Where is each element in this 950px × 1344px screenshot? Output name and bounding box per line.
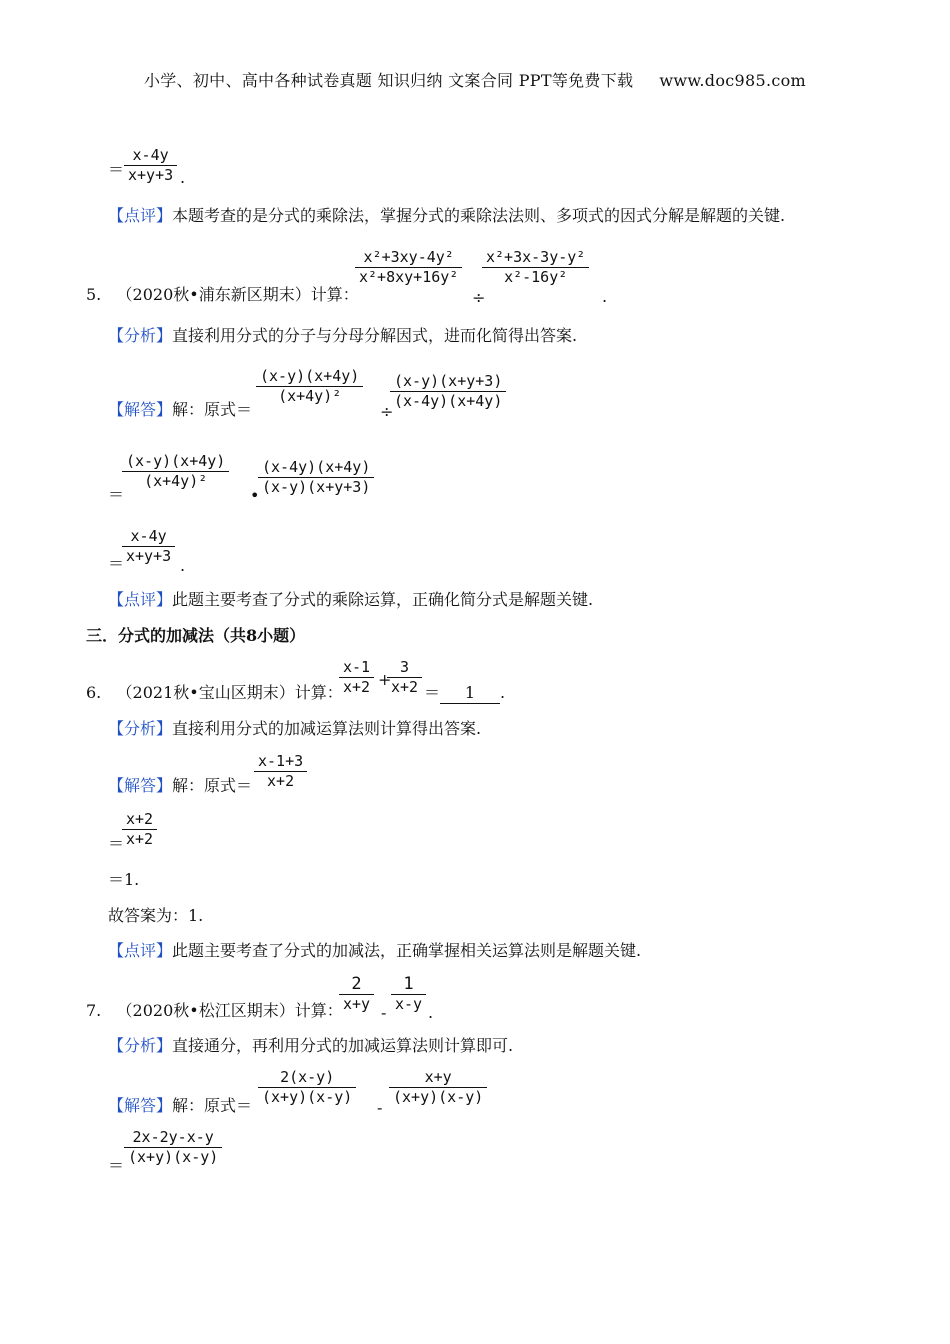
q5-fraction-1: x²+3xy-4y² x²+8xy+16y² [355, 248, 462, 287]
q7-step2-fraction: 2x-2y-x-y (x+y)(x-y) [124, 1128, 222, 1167]
header-text: 小学、初中、高中各种试卷真题 知识归纳 文案合同 PPT等免费下载 [143, 71, 634, 90]
q6-fraction-2: 3 x+2 [387, 658, 422, 697]
q5-step2-fraction-2: (x-4y)(x+4y) (x-y)(x+y+3) [258, 458, 374, 497]
q6-step3: ＝1. [108, 870, 140, 889]
q6-answer-label: 【解答】解：原式＝ [108, 776, 253, 795]
q6-stem: 6. （2021秋•宝山区期末）计算： [86, 683, 343, 702]
q6-step2-fraction: x+2 x+2 [122, 810, 157, 849]
q7-answer-label: 【解答】解：原式＝ [108, 1096, 253, 1115]
header-url[interactable]: www.doc985.com [659, 71, 807, 90]
q5-analysis: 【分析】直接利用分式的分子与分母分解因式，进而化简得出答案. [108, 326, 578, 345]
q5-step1-fraction-2: (x-y)(x+y+3) (x-4y)(x+4y) [390, 372, 506, 411]
q5-answer-label: 【解答】解：原式＝ [108, 400, 253, 419]
q6-step1-fraction: x-1+3 x+2 [254, 752, 307, 791]
q7-fraction-2: 1 x-y [391, 975, 426, 1014]
page-header [0, 68, 950, 91]
q7-stem: 7. （2020秋•松江区期末）计算： [86, 1001, 343, 1020]
q5-review: 【点评】此题主要考查了分式的乘除运算，正确化简分式是解题关键. [108, 590, 594, 609]
prev-review: 【点评】本题考查的是分式的乘除法，掌握分式的乘除法法则、多项式的因式分解是解题的关键. [108, 206, 786, 225]
q5-step2-fraction-1: (x-y)(x+4y) (x+4y)² [122, 452, 229, 491]
q6-answer: ＝ 1 . [424, 683, 506, 702]
q5-result-fraction: x-4y x+y+3 [122, 527, 175, 566]
q7-analysis: 【分析】直接通分，再利用分式的加减运算法则计算即可. [108, 1036, 514, 1055]
q7-fraction-1: 2 x+y [339, 975, 374, 1014]
q6-analysis: 【分析】直接利用分式的加减运算法则计算得出答案. [108, 719, 482, 738]
q7-step1-fraction-2: x+y (x+y)(x-y) [389, 1068, 487, 1107]
section-heading: 三．分式的加减法（共8小题） [86, 626, 306, 645]
q6-review: 【点评】此题主要考查了分式的加减法，正确掌握相关运算法则是解题关键. [108, 941, 642, 960]
prev-result-fraction: x-4y x+y+3 [124, 146, 177, 185]
q5-fraction-2: x²+3x-3y-y² x²-16y² [482, 248, 589, 287]
prev-step-eq: ＝ [108, 160, 125, 179]
q7-step1-fraction-1: 2(x-y) (x+y)(x-y) [258, 1068, 356, 1107]
q5-stem: 5. （2020秋•浦东新区期末）计算： [86, 285, 359, 304]
q6-final: 故答案为：1. [108, 906, 204, 925]
q5-step1-fraction-1: (x-y)(x+4y) (x+4y)² [256, 367, 363, 406]
q6-fraction-1: x-1 x+2 [339, 658, 374, 697]
